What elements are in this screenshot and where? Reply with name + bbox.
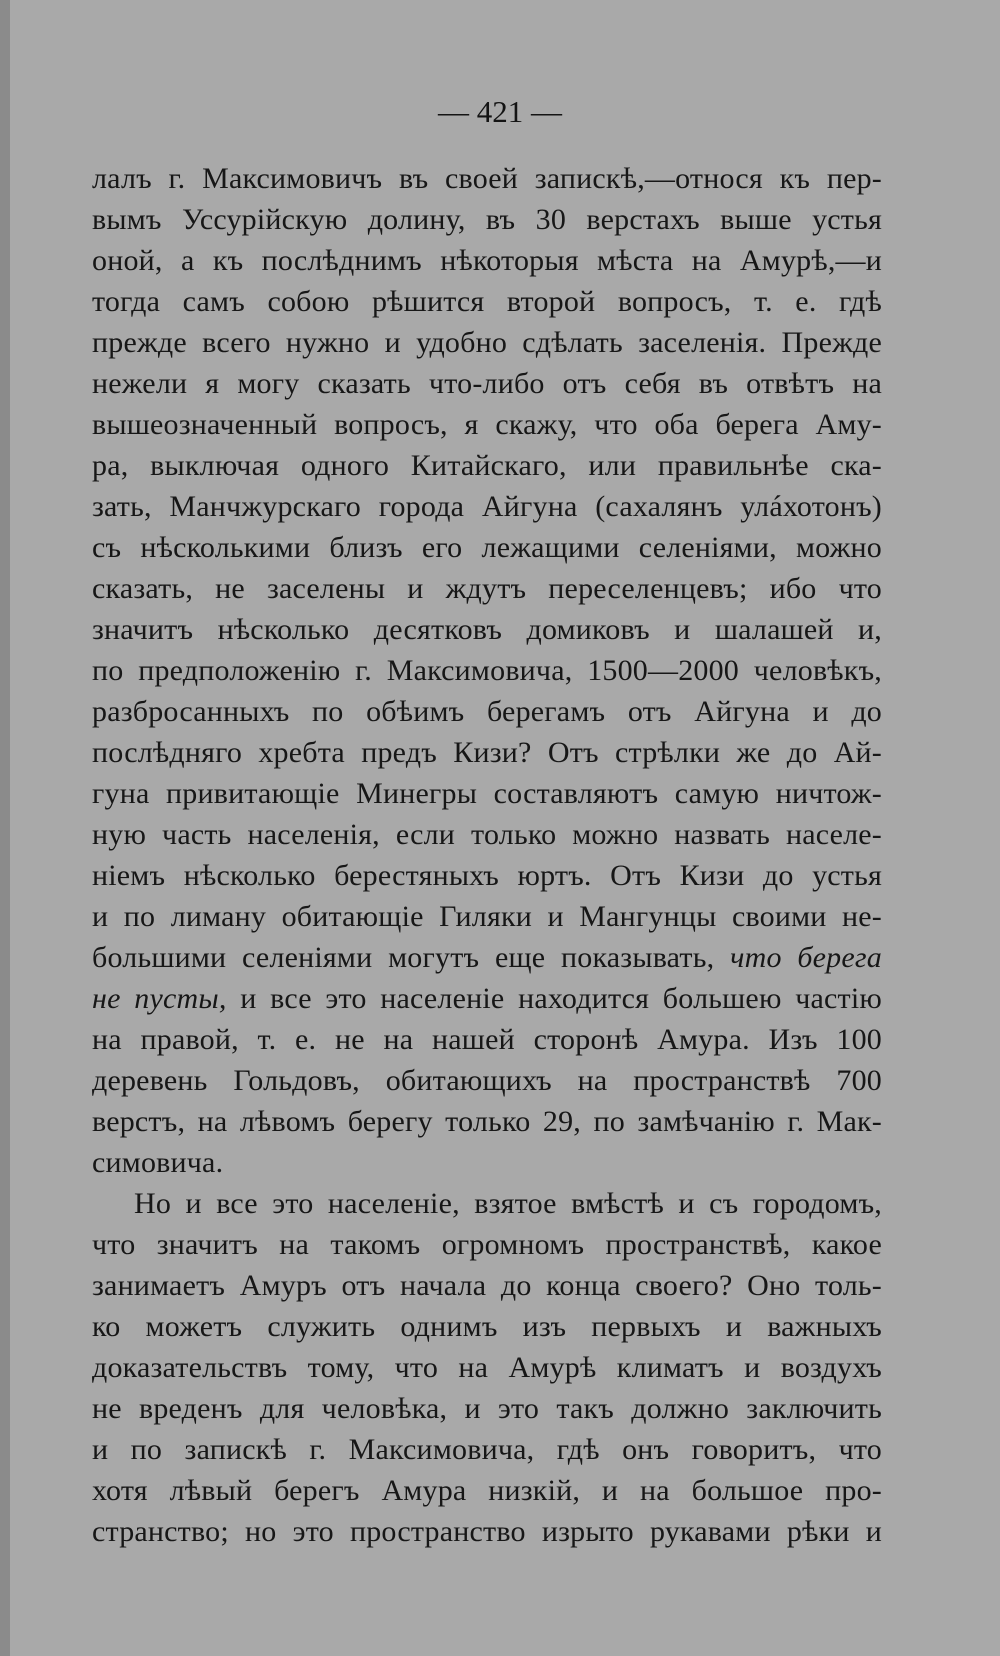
text-line: вышеозначенный вопросъ, я скажу, что оба берега Аму- <box>92 408 882 441</box>
text-line: что значитъ на такомъ огромномъ пространствѣ, какое <box>92 1228 882 1261</box>
text-line: и по запискѣ г. Максимовича, гдѣ онъ говоритъ, что <box>92 1433 882 1466</box>
text-line: ко можетъ служить однимъ изъ первыхъ и важныхъ <box>92 1310 882 1343</box>
text-line: занимаетъ Амуръ отъ начала до конца своего? Оно толь- <box>92 1269 882 1302</box>
text-line: оной, а къ послѣднимъ нѣкоторыя мѣста на Амурѣ,—и <box>92 244 882 277</box>
text-line: тогда самъ собою рѣшится второй вопросъ, т. е. гдѣ <box>92 285 882 318</box>
text-line: ніемъ нѣсколько берестяныхъ юртъ. Отъ Кизи до устья <box>92 859 882 892</box>
text-line: странство; но это пространство изрыто рукавами рѣки и <box>92 1515 882 1548</box>
italic-phrase: не пусты, <box>92 982 227 1015</box>
text-line: симовича. <box>92 1146 224 1179</box>
text-line: не вреденъ для человѣка, и это такъ должно заключить <box>92 1392 882 1425</box>
text-line: нежели я могу сказать что-либо отъ себя въ отвѣтъ на <box>92 367 882 400</box>
text-line: хотя лѣвый берегъ Амура низкій, и на большое про- <box>92 1474 882 1507</box>
text-line: сказать, не заселены и ждутъ переселенцевъ; ибо что <box>92 572 882 605</box>
italic-phrase: что берега <box>730 941 882 974</box>
body-text <box>92 158 882 1552</box>
text-line: вымъ Уссурійскую долину, въ 30 верстахъ выше устья <box>92 203 882 236</box>
text-line: гуна привитающіе Минегры составляютъ самую ничтож- <box>92 777 882 810</box>
text-line: значитъ нѣсколько десятковъ домиковъ и шалашей и, <box>92 613 882 646</box>
text-line: послѣдняго хребта предъ Кизи? Отъ стрѣлки же до Ай- <box>92 736 882 769</box>
text-line: по предположенію г. Максимовича, 1500—2000 человѣкъ, <box>92 654 882 687</box>
text-line: зать, Манчжурскаго города Айгуна (сахалянъ улáхотонъ) <box>92 490 882 523</box>
text-line: деревень Гольдовъ, обитающихъ на пространствѣ 700 <box>92 1064 882 1097</box>
text-line-with-italic <box>92 937 882 978</box>
text-line: и по лиману обитающіе Гиляки и Мангунцы своими не- <box>92 900 882 933</box>
text-span: большими селеніями могутъ еще показывать, <box>92 941 731 974</box>
text-line: лалъ г. Максимовичъ въ своей запискѣ,—относя къ пер- <box>92 162 882 195</box>
page-number: — 421 — <box>438 94 562 129</box>
text-line: на правой, т. е. не на нашей сторонѣ Амура. Изъ 100 <box>92 1023 882 1056</box>
text-line: ра, выключая одного Китайскаго, или правильнѣе ска- <box>92 449 882 482</box>
text-line: прежде всего нужно и удобно сдѣлать заселенія. Прежде <box>92 326 882 359</box>
text-line: разбросанныхъ по обѣимъ берегамъ отъ Айгуна и до <box>92 695 882 728</box>
text-line: съ нѣсколькими близъ его лежащими селеніями, можно <box>92 531 882 564</box>
text-line-with-italic <box>92 978 882 1019</box>
text-line: верстъ, на лѣвомъ берегу только 29, по замѣчанію г. Мак- <box>92 1105 882 1138</box>
text-span: и все это населеніе находится большею частію <box>226 982 882 1015</box>
text-line: доказательствъ тому, что на Амурѣ климатъ и воздухъ <box>92 1351 882 1384</box>
text-line: ную часть населенія, если только можно назвать населе- <box>92 818 882 851</box>
page-edge-shadow <box>0 0 10 1656</box>
text-line: Но и все это населеніе, взятое вмѣстѣ и съ городомъ, <box>134 1187 882 1220</box>
